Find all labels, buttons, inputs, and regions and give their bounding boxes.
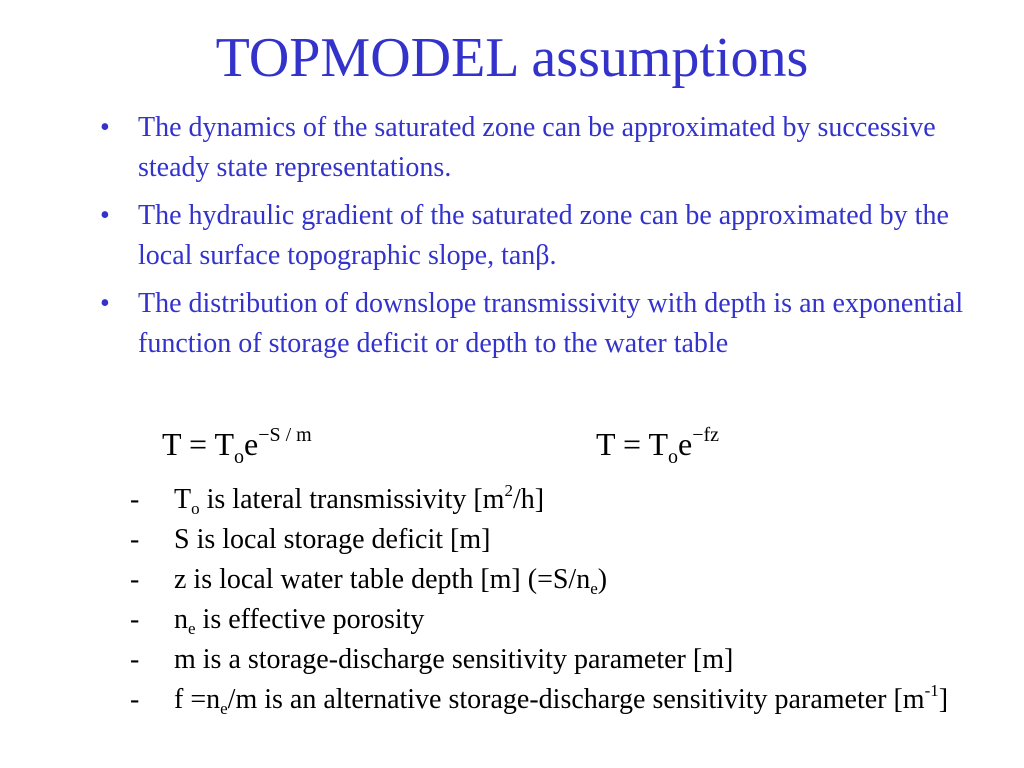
definition-text: $T_o$ is lateral transmissivity $[m^2/h]$	[174, 481, 545, 518]
slide-title: TOPMODEL assumptions	[215, 27, 809, 89]
assumption-item	[100, 196, 980, 276]
dash-marker: -	[130, 564, 140, 595]
eq-lhs: T = T	[596, 426, 668, 462]
dash-marker: -	[130, 484, 140, 515]
eq-base: e	[243, 426, 259, 462]
eq-subscript: o	[233, 446, 244, 468]
assumption-text: The distribution of downslope transmissivity with depth is an exponential function of storage deficit or depth to the water table	[138, 288, 964, 359]
eq-subscript: o	[667, 446, 678, 468]
equations	[0, 420, 1024, 480]
assumption-text: The hydraulic gradient of the saturated zone can be approximated by the local surface topographic slope, tanβ.	[138, 200, 949, 271]
assumption-item	[100, 284, 980, 364]
definition-text: S is local storage deficit [m]	[174, 524, 491, 555]
dash-marker: -	[130, 684, 140, 715]
assumption-text: The dynamics of the saturated zone can be approximated by successive steady state representations.	[138, 112, 936, 183]
definition-text: z is local water table depth [m] $(=S/n_e)$	[174, 564, 608, 598]
dash-marker: -	[130, 524, 140, 555]
dash-marker: -	[130, 644, 140, 675]
definition-item	[130, 600, 990, 640]
definition-text: $f =n_e/m$ is an alternative storage-discharge sensitivity parameter $[m^{-1}]$	[174, 681, 949, 718]
definition-item	[130, 560, 990, 600]
eq-base: e	[677, 426, 693, 462]
definitions-list	[130, 480, 990, 720]
bullet-marker: •	[100, 200, 110, 231]
eq-lhs: T = T	[162, 426, 234, 462]
eq-exponent: −fz	[692, 424, 720, 446]
definition-text: m is a storage-discharge sensitivity parameter [m]	[174, 644, 734, 675]
definition-item	[130, 640, 990, 680]
dash-marker: -	[130, 604, 140, 635]
definition-text: $n_e$ is effective porosity	[174, 604, 425, 638]
eq-exponent: −S / m	[258, 424, 312, 446]
transmissivity-equation-depth	[596, 420, 719, 468]
assumption-list	[100, 108, 980, 372]
transmissivity-equation-storage	[162, 420, 312, 468]
definition-item	[130, 480, 990, 520]
assumption-item	[100, 108, 980, 188]
definition-item	[130, 680, 990, 720]
bullet-marker: •	[100, 112, 110, 143]
definition-item	[130, 520, 990, 560]
bullet-marker: •	[100, 288, 110, 319]
